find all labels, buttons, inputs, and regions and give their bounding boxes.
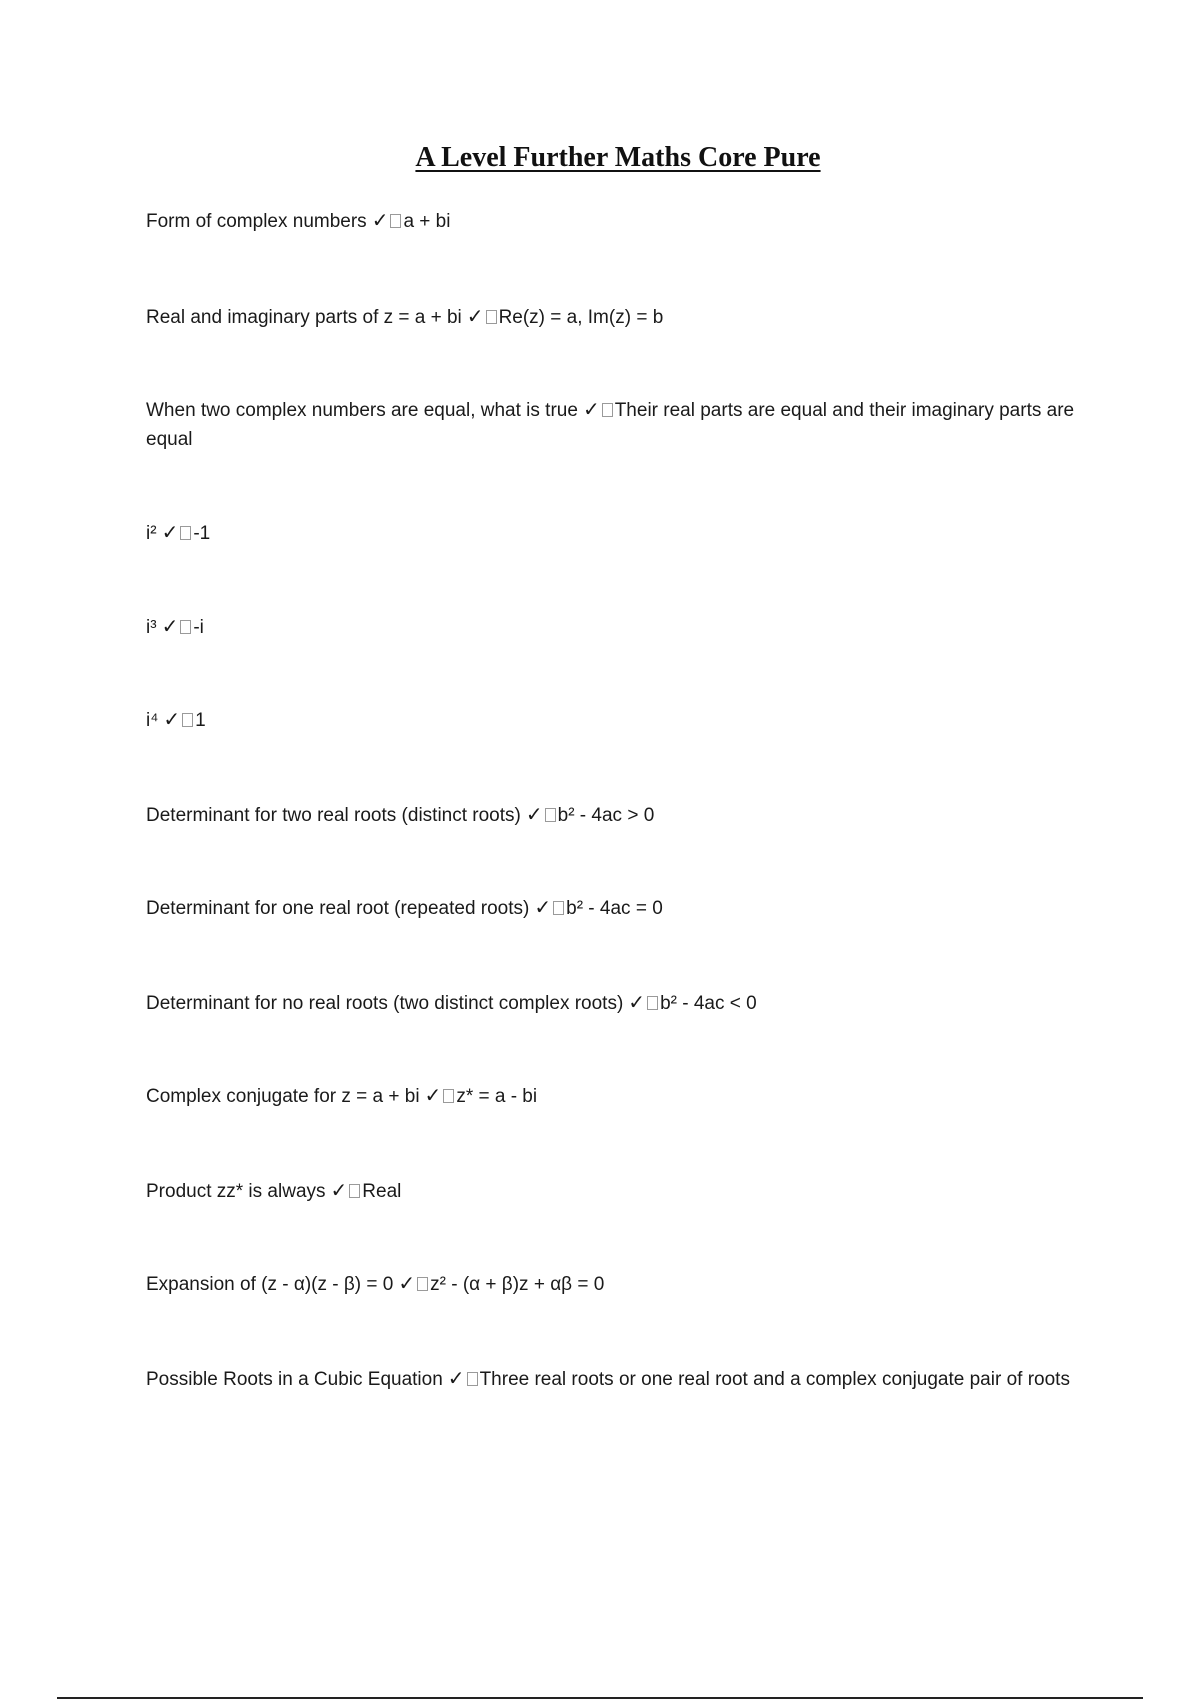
checkbox-icon (417, 1277, 428, 1291)
question-text: i³ (146, 617, 157, 638)
flashcard-item (146, 705, 1086, 735)
checkbox-icon (180, 526, 191, 540)
question-text: Form of complex numbers (146, 211, 367, 232)
question-text: Determinant for one real root (repeated roots) (146, 898, 530, 919)
checkmark-icon: ✓ (161, 614, 179, 638)
question-text: i² (146, 523, 157, 544)
checkmark-icon: ✓ (525, 802, 543, 826)
checkmark-icon: ✓ (534, 895, 552, 919)
flashcard-item (146, 1081, 1086, 1111)
flashcard-item (146, 302, 1086, 332)
flashcard-item (146, 1269, 1086, 1299)
question-text: Determinant for two real roots (distinct roots) (146, 805, 521, 826)
page-title: A Level Further Maths Core Pure (415, 142, 821, 173)
checkbox-icon (443, 1089, 454, 1103)
checkbox-icon (486, 310, 497, 324)
answer-text: Real (362, 1181, 402, 1202)
checkbox-icon (647, 996, 658, 1010)
flashcard-item (146, 395, 1086, 454)
footer-divider (57, 1697, 1143, 1699)
checkmark-icon: ✓ (466, 304, 484, 328)
checkmark-icon: ✓ (330, 1178, 348, 1202)
checkbox-icon (467, 1372, 478, 1386)
checkmark-icon: ✓ (628, 990, 646, 1014)
checkmark-icon: ✓ (582, 397, 600, 421)
answer-text: a + bi (403, 211, 451, 232)
flashcard-item (146, 1364, 1086, 1394)
question-text: Real and imaginary parts of z = a + bi (146, 307, 462, 328)
flashcard-item (146, 1176, 1086, 1206)
checkbox-icon (180, 620, 191, 634)
answer-text: -i (193, 617, 204, 638)
answer-text: Re(z) = a, Im(z) = b (498, 307, 664, 328)
question-text: Expansion of (z - α)(z - β) = 0 (146, 1274, 394, 1295)
checkmark-icon: ✓ (371, 208, 389, 232)
checkbox-icon (553, 901, 564, 915)
checkbox-icon (545, 808, 556, 822)
answer-text: Three real roots or one real root and a complex conjugate pair of roots (479, 1369, 1070, 1390)
question-text: Possible Roots in a Cubic Equation (146, 1369, 443, 1390)
question-text: When two complex numbers are equal, what is true (146, 400, 578, 421)
question-text: Determinant for no real roots (two distinct complex roots) (146, 993, 624, 1014)
answer-text: -1 (193, 523, 211, 544)
checkbox-icon (602, 403, 613, 417)
checkbox-icon (390, 214, 401, 228)
question-text: i⁴ (146, 710, 159, 731)
checkmark-icon: ✓ (424, 1083, 442, 1107)
checkmark-icon: ✓ (163, 707, 181, 731)
answer-text: b² - 4ac < 0 (660, 993, 757, 1014)
answer-text: Their real parts are equal and their imaginary parts are equal (146, 400, 1075, 450)
question-text: Complex conjugate for z = a + bi (146, 1086, 420, 1107)
answer-text: 1 (195, 710, 206, 731)
checkbox-icon (182, 713, 193, 727)
answer-text: z² - (α + β)z + αβ = 0 (430, 1274, 605, 1295)
flashcard-item (146, 518, 1086, 548)
answer-text: b² - 4ac > 0 (557, 805, 655, 826)
flashcard-item (146, 206, 1086, 236)
checkbox-icon (349, 1184, 360, 1198)
flashcard-item (146, 800, 1086, 830)
answer-text: b² - 4ac = 0 (566, 898, 663, 919)
checkmark-icon: ✓ (398, 1271, 416, 1295)
answer-text: z* = a - bi (456, 1086, 538, 1107)
checkmark-icon: ✓ (161, 520, 179, 544)
flashcard-item (146, 893, 1086, 923)
question-text: Product zz* is always (146, 1181, 326, 1202)
checkmark-icon: ✓ (447, 1366, 465, 1390)
flashcard-item (146, 988, 1086, 1018)
flashcard-item (146, 612, 1086, 642)
